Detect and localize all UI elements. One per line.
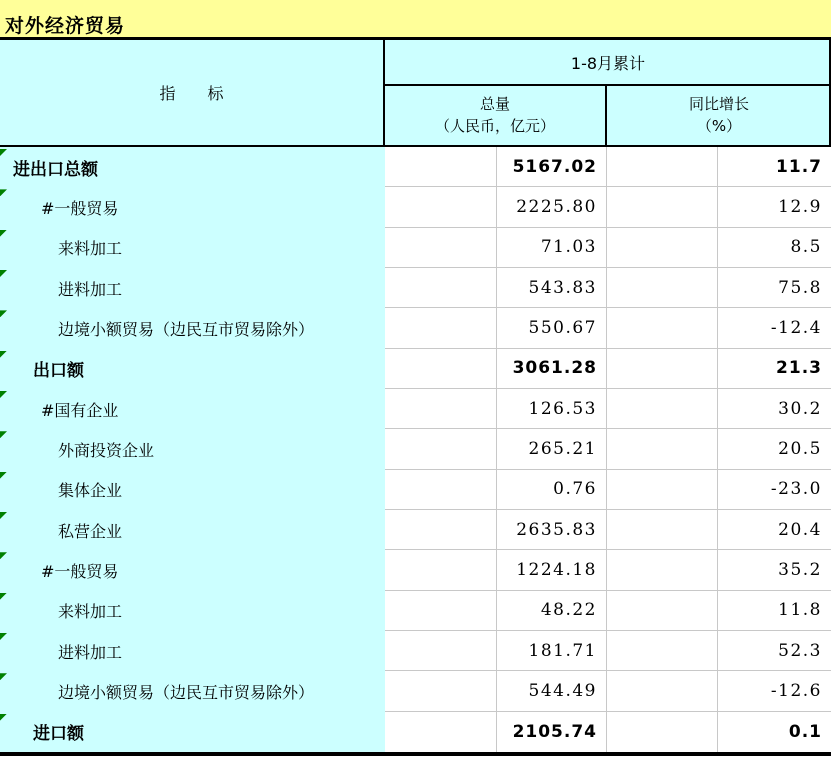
row-label-cell[interactable] (0, 550, 385, 590)
comment-marker-icon (0, 633, 7, 640)
empty-cell[interactable] (607, 631, 718, 671)
empty-cell[interactable] (385, 228, 497, 268)
empty-cell[interactable] (385, 308, 497, 348)
total-cell[interactable]: 126.53 (497, 389, 607, 429)
empty-cell[interactable] (385, 268, 497, 308)
comment-marker-icon (0, 431, 7, 438)
total-cell[interactable]: 3061.28 (497, 349, 607, 389)
table-header (0, 40, 831, 147)
growth-cell[interactable]: 0.1 (718, 712, 831, 752)
row-label: 进出口总额 (13, 159, 98, 180)
row-label: 进口额 (33, 724, 84, 745)
table-row (0, 147, 831, 187)
row-label: 边境小额贸易（边民互市贸易除外） (58, 319, 315, 339)
table-row (0, 470, 831, 510)
growth-cell[interactable]: -23.0 (718, 470, 831, 510)
empty-cell[interactable] (607, 550, 718, 590)
empty-cell[interactable] (385, 470, 497, 510)
empty-cell[interactable] (607, 671, 718, 711)
growth-cell[interactable]: 30.2 (718, 389, 831, 429)
table-row (0, 631, 831, 671)
empty-cell[interactable] (385, 631, 497, 671)
row-label: 集体企业 (58, 481, 123, 501)
row-label-cell[interactable] (0, 228, 385, 268)
total-cell[interactable]: 5167.02 (497, 147, 607, 187)
empty-cell[interactable] (385, 349, 497, 389)
comment-marker-icon (0, 189, 7, 196)
growth-cell[interactable]: 35.2 (718, 550, 831, 590)
empty-cell[interactable] (385, 510, 497, 550)
growth-cell[interactable]: 11.7 (718, 147, 831, 187)
table-body (0, 147, 831, 752)
header-total-line2: （人民币，亿元） (434, 116, 555, 135)
empty-cell[interactable] (607, 268, 718, 308)
row-label-cell[interactable] (0, 631, 385, 671)
empty-cell[interactable] (607, 228, 718, 268)
row-label-cell[interactable] (0, 591, 385, 631)
growth-cell[interactable]: 20.5 (718, 429, 831, 469)
header-growth-line1: 同比增长 (688, 94, 749, 113)
total-cell[interactable]: 2225.80 (497, 187, 607, 227)
row-label: #一般贸易 (41, 198, 119, 218)
empty-cell[interactable] (607, 470, 718, 510)
row-label-cell[interactable] (0, 389, 385, 429)
header-cell-period[interactable]: 1-8月累计 (385, 40, 831, 86)
header-growth-line2: （%） (696, 116, 742, 135)
empty-cell[interactable] (607, 591, 718, 631)
empty-cell[interactable] (607, 510, 718, 550)
total-cell[interactable]: 0.76 (497, 470, 607, 510)
total-cell[interactable]: 265.21 (497, 429, 607, 469)
comment-marker-icon (0, 472, 7, 479)
row-label: 来料加工 (58, 602, 123, 622)
empty-cell[interactable] (385, 429, 497, 469)
comment-marker-icon (0, 593, 7, 600)
empty-cell[interactable] (607, 147, 718, 187)
empty-cell[interactable] (385, 147, 497, 187)
empty-cell[interactable] (385, 591, 497, 631)
table-row (0, 228, 831, 268)
table-row (0, 671, 831, 711)
total-cell[interactable]: 2635.83 (497, 510, 607, 550)
header-cell-total[interactable] (385, 86, 607, 145)
row-label: 边境小额贸易（边民互市贸易除外） (58, 682, 315, 702)
table-row (0, 712, 831, 752)
table-row (0, 550, 831, 590)
total-cell[interactable]: 181.71 (497, 631, 607, 671)
total-cell[interactable]: 550.67 (497, 308, 607, 348)
total-cell[interactable]: 2105.74 (497, 712, 607, 752)
comment-marker-icon (0, 673, 7, 680)
empty-cell[interactable] (607, 349, 718, 389)
empty-cell[interactable] (607, 429, 718, 469)
row-label: 出口额 (33, 361, 84, 382)
header-cell-growth[interactable] (607, 86, 831, 145)
comment-marker-icon (0, 512, 7, 519)
comment-marker-icon (0, 391, 7, 398)
empty-cell[interactable] (607, 308, 718, 348)
row-label-cell[interactable] (0, 187, 385, 227)
empty-cell[interactable] (607, 389, 718, 429)
row-label: 进料加工 (58, 279, 123, 299)
row-label: 私营企业 (58, 521, 123, 541)
comment-marker-icon (0, 552, 7, 559)
table-row (0, 268, 831, 308)
empty-cell[interactable] (385, 550, 497, 590)
total-cell[interactable]: 544.49 (497, 671, 607, 711)
empty-cell[interactable] (385, 712, 497, 752)
row-label-cell[interactable] (0, 147, 385, 187)
total-cell[interactable]: 1224.18 (497, 550, 607, 590)
table-bottom-border (0, 752, 831, 756)
row-label-cell[interactable] (0, 510, 385, 550)
header-total-line1: 总量 (479, 94, 510, 113)
total-cell[interactable]: 543.83 (497, 268, 607, 308)
row-label-cell[interactable] (0, 268, 385, 308)
row-label-cell[interactable] (0, 470, 385, 510)
row-label: 外商投资企业 (58, 440, 155, 460)
comment-marker-icon (0, 270, 7, 277)
comment-marker-icon (0, 351, 7, 358)
comment-marker-icon (0, 310, 7, 317)
title-band (0, 0, 831, 40)
row-label: #国有企业 (41, 400, 119, 420)
growth-cell[interactable]: 21.3 (718, 349, 831, 389)
table-row (0, 187, 831, 227)
row-label: 进料加工 (58, 642, 123, 662)
growth-cell[interactable]: 12.9 (718, 187, 831, 227)
row-label-cell[interactable] (0, 349, 385, 389)
row-label: 来料加工 (58, 239, 123, 259)
growth-cell[interactable]: 20.4 (718, 510, 831, 550)
row-label-cell[interactable] (0, 308, 385, 348)
comment-marker-icon (0, 714, 7, 721)
growth-cell[interactable]: -12.4 (718, 308, 831, 348)
row-label: #一般贸易 (41, 561, 119, 581)
header-cell-indicator[interactable]: 指 标 (0, 40, 385, 145)
growth-cell[interactable]: -12.6 (718, 671, 831, 711)
table-row (0, 510, 831, 550)
row-label-cell[interactable] (0, 712, 385, 752)
table-row (0, 308, 831, 348)
total-cell[interactable]: 71.03 (497, 228, 607, 268)
comment-marker-icon (0, 230, 7, 237)
table-row (0, 389, 831, 429)
growth-cell[interactable]: 11.8 (718, 591, 831, 631)
table-row (0, 429, 831, 469)
row-label-cell[interactable] (0, 429, 385, 469)
table-row (0, 591, 831, 631)
row-label-cell[interactable] (0, 671, 385, 711)
empty-cell[interactable] (607, 712, 718, 752)
growth-cell[interactable]: 75.8 (718, 268, 831, 308)
growth-cell[interactable]: 52.3 (718, 631, 831, 671)
growth-cell[interactable]: 8.5 (718, 228, 831, 268)
comment-marker-icon (0, 149, 7, 156)
empty-cell[interactable] (385, 389, 497, 429)
table-row (0, 349, 831, 389)
empty-cell[interactable] (607, 187, 718, 227)
empty-cell[interactable] (385, 187, 497, 227)
page-title: 对外经济贸易 (5, 15, 126, 38)
empty-cell[interactable] (385, 671, 497, 711)
total-cell[interactable]: 48.22 (497, 591, 607, 631)
